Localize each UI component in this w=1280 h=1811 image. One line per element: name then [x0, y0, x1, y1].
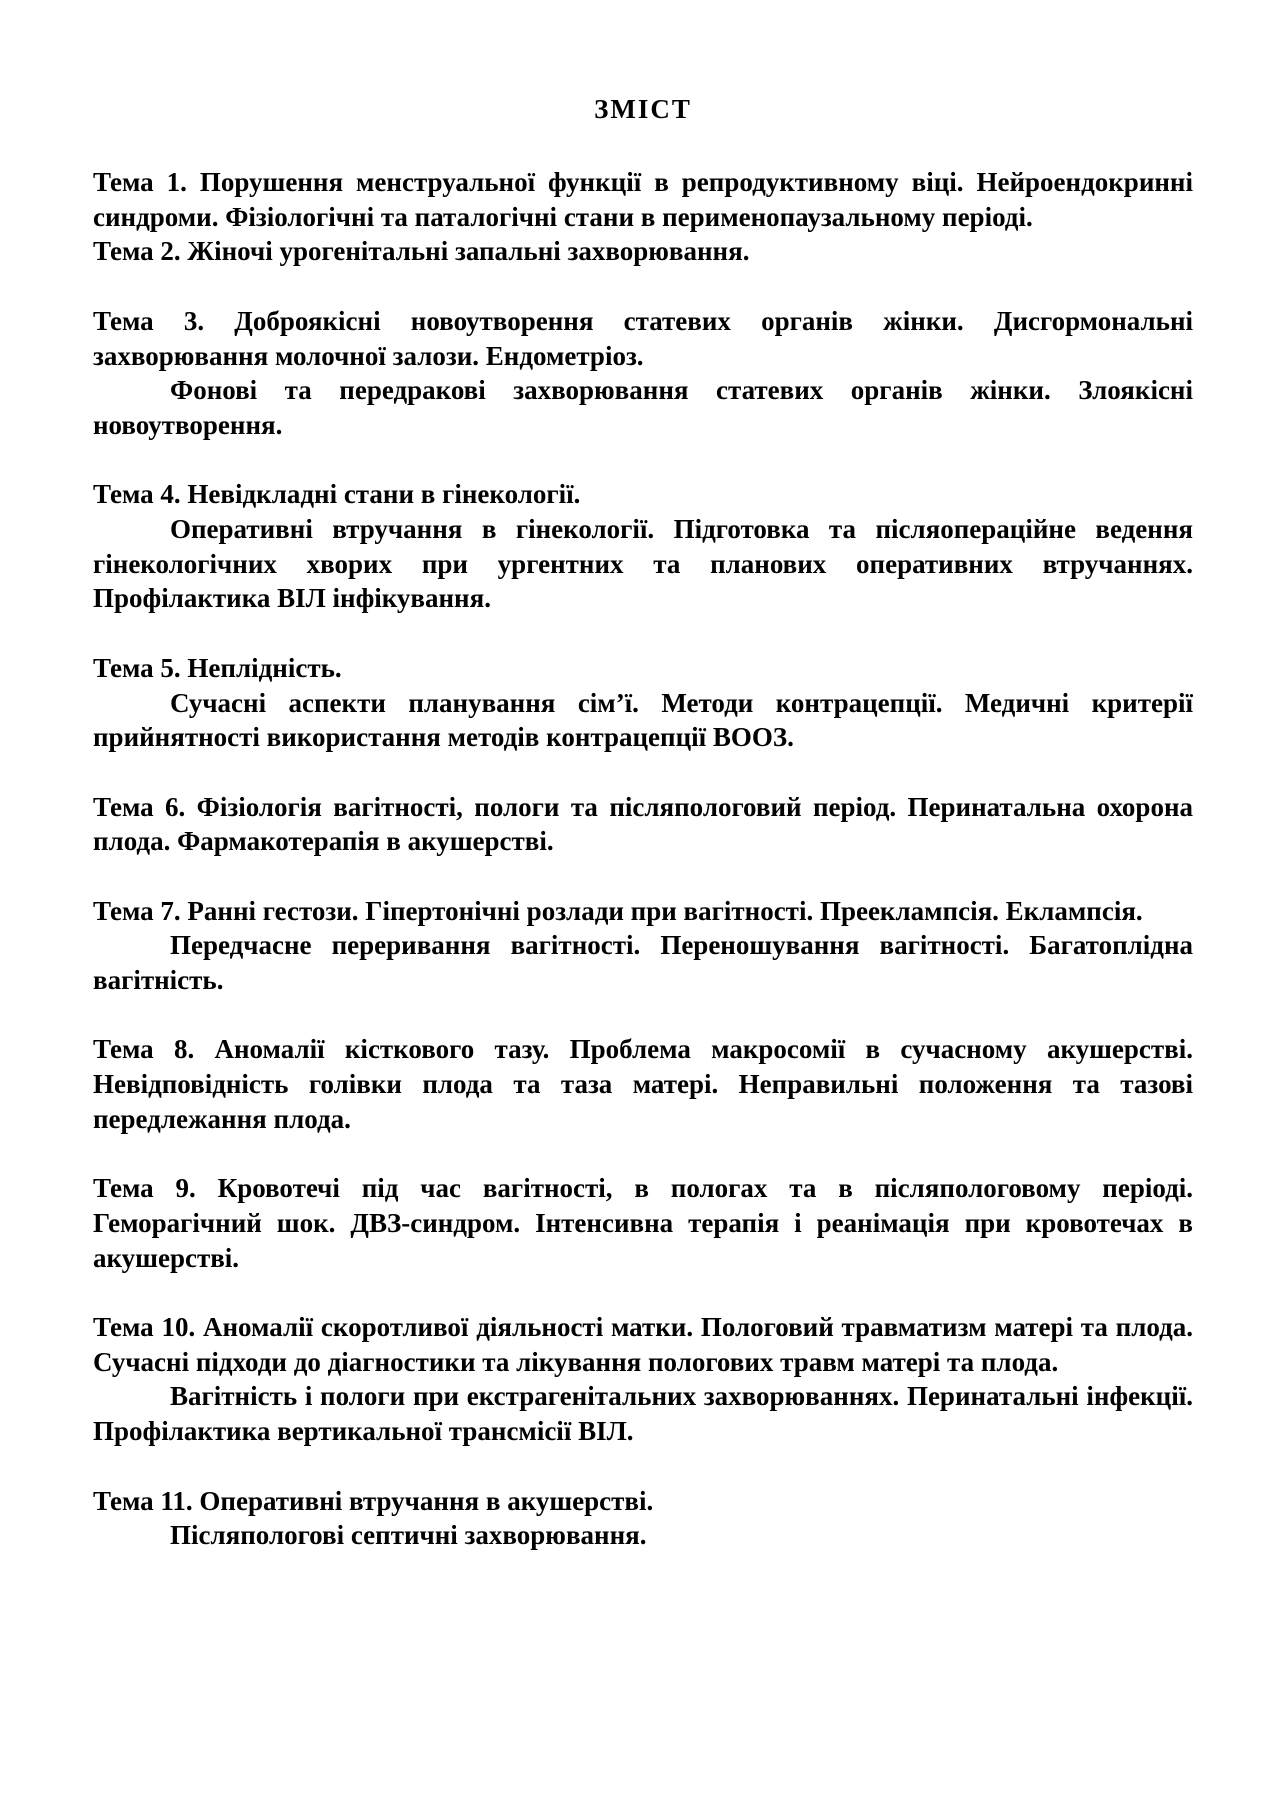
- topic-4-subtopic: Оперативні втручання в гінекології. Підготовка та післяопераційне ведення гінекологічних хворих при ургентних та планових оперативних втручаннях. Профілактика ВІЛ інфікування.: [93, 514, 1193, 614]
- topic-11-heading: Тема 11. Оперативні втручання в акушерстві.: [93, 1485, 654, 1516]
- spacer: [93, 859, 1193, 894]
- spacer: [93, 269, 1193, 304]
- topic-10-heading: Тема 10. Аномалії скоротливої діяльності матки. Пологовий травматизм матері та плода. Сучасні підходи до діагностики та лікування пологових травм матері та плода.: [93, 1312, 1193, 1377]
- topic-10-subtopic: Вагітність і пологи при екстрагенітальних захворюваннях. Перинатальні інфекції. Профілактика вертикальної трансмісії ВІЛ.: [93, 1381, 1193, 1447]
- topic-11-subtopic: Післяпологові септичні захворювання.: [170, 1520, 647, 1551]
- topic-3-subtopic: Фонові та передракові захворювання статевих органів жінки. Злоякісні новоутворення.: [93, 375, 1193, 440]
- spacer: [93, 443, 1193, 478]
- topic-7-subtopic: Передчасне переривання вагітності. Переношування вагітності. Багатоплідна вагітність.: [93, 930, 1193, 996]
- spacer: [93, 998, 1193, 1033]
- topic-9-heading: Тема 9. Кровотечі під час вагітності, в пологах та в післяпологовому періоді. Геморагічний шок. ДВЗ-синдром. Інтенсивна терапія і реанімація при кровотечах в акушерстві.: [93, 1173, 1193, 1273]
- topic-5-subtopic: Сучасні аспекти планування сім’ї. Методи контрацепції. Медичні критерії прийнятності використання методів контрацепції ВООЗ.: [93, 687, 1193, 753]
- table-of-contents: [93, 165, 1193, 1553]
- topic-3-heading: Тема 3. Доброякісні новоутворення статевих органів жінки. Дисгормональні захворювання молочної залози. Ендометріоз.: [93, 305, 1193, 371]
- topic-1-heading: Тема 1. Порушення менструальної функції в репродуктивному віці. Нейроендокринні синдроми. Фізіологічні та паталогічні стани в перименопаузальному періоді.: [93, 167, 1193, 232]
- spacer: [93, 755, 1193, 790]
- spacer: [93, 1275, 1193, 1310]
- topic-5-heading: Тема 5. Неплідність.: [93, 652, 342, 683]
- spacer: [93, 1137, 1193, 1172]
- topic-7-heading: Тема 7. Ранні гестози. Гіпертонічні розлади при вагітності. Прееклампсія. Еклампсія.: [93, 895, 1143, 926]
- page-title: ЗМІСТ: [594, 94, 692, 124]
- topic-8-heading: Тема 8. Аномалії кісткового тазу. Проблема макросомії в сучасному акушерстві. Невідповідність голівки плода та таза матері. Неправильні положення та тазові передлежання плода.: [93, 1034, 1193, 1134]
- topic-4-heading: Тема 4. Невідкладні стани в гінекології.: [93, 479, 581, 510]
- topic-6-heading: Тема 6. Фізіологія вагітності, пологи та післяпологовий період. Перинатальна охорона плода. Фармакотерапія в акушерстві.: [93, 791, 1193, 857]
- spacer: [93, 616, 1193, 651]
- spacer: [93, 1449, 1193, 1484]
- topic-2-heading: Тема 2. Жіночі урогенітальні запальні захворювання.: [93, 236, 750, 267]
